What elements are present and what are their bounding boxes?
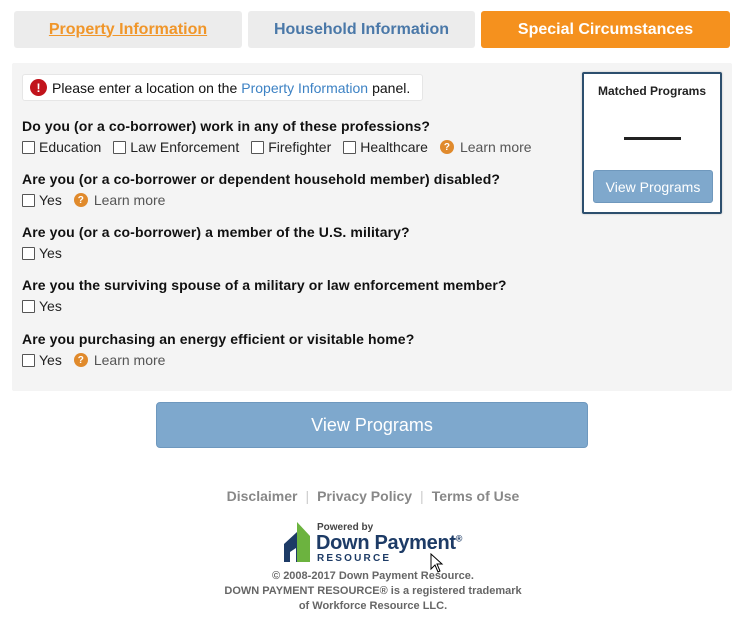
logo-subtitle: RESOURCE xyxy=(317,553,392,564)
copyright-line-3: of Workforce Resource LLC. xyxy=(298,600,448,612)
matched-programs-box xyxy=(582,72,722,214)
option-label: Healthcare xyxy=(360,139,428,155)
option-energy-efficient-yes[interactable] xyxy=(22,352,62,368)
option-label: Firefighter xyxy=(268,139,332,155)
learn-more-label: Learn more xyxy=(459,139,532,155)
mouse-pointer-icon xyxy=(430,553,444,573)
privacy-policy-link[interactable]: Privacy Policy xyxy=(317,488,413,504)
question-circle-icon: ? xyxy=(440,140,454,154)
link-separator: | xyxy=(420,488,424,504)
option-label: Yes xyxy=(39,298,62,314)
tab-bar xyxy=(14,11,730,48)
tab-special-circumstances[interactable]: Special Circumstances xyxy=(481,11,730,48)
learn-more-professions[interactable] xyxy=(440,139,532,155)
options-surviving-spouse xyxy=(22,298,74,314)
military-yes-checkbox[interactable] xyxy=(22,247,35,260)
learn-more-label: Learn more xyxy=(93,352,166,368)
option-law-enforcement[interactable] xyxy=(113,139,239,155)
disclaimer-link[interactable]: Disclaimer xyxy=(226,488,298,504)
logo-registered-mark: ® xyxy=(455,533,463,544)
matched-count-placeholder xyxy=(624,137,681,140)
options-energy-efficient xyxy=(22,352,165,368)
learn-more-label: Learn more xyxy=(93,192,166,208)
surviving-spouse-yes-checkbox[interactable] xyxy=(22,300,35,313)
logo-powered-by: Powered by xyxy=(317,522,374,533)
tab-property-information[interactable]: Property Information xyxy=(14,11,242,48)
question-energy-efficient: Are you purchasing an energy efficient or visitable home? xyxy=(22,331,415,347)
logo-name-text: Down Payment xyxy=(316,532,456,554)
option-label: Yes xyxy=(39,352,62,368)
option-surviving-spouse-yes[interactable] xyxy=(22,298,62,314)
option-label: Law Enforcement xyxy=(130,139,240,155)
alert-prefix: Please enter a location on the xyxy=(52,79,238,96)
options-military xyxy=(22,245,74,261)
disabled-yes-checkbox[interactable] xyxy=(22,194,35,207)
healthcare-checkbox[interactable] xyxy=(343,141,356,154)
question-professions: Do you (or a co-borrower) work in any of these professions? xyxy=(22,118,431,134)
learn-more-energy-efficient[interactable] xyxy=(74,352,166,368)
education-checkbox[interactable] xyxy=(22,141,35,154)
energy-efficient-yes-checkbox[interactable] xyxy=(22,354,35,367)
property-information-link[interactable]: Property Information xyxy=(241,79,369,96)
question-military: Are you (or a co-borrower) a member of the U.S. military? xyxy=(22,224,410,240)
matched-programs-title: Matched Programs xyxy=(597,84,707,98)
option-firefighter[interactable] xyxy=(251,139,331,155)
question-circle-icon: ? xyxy=(74,193,88,207)
question-circle-icon: ? xyxy=(74,353,88,367)
terms-of-use-link[interactable]: Terms of Use xyxy=(431,488,520,504)
view-programs-button[interactable]: View Programs xyxy=(156,402,588,448)
question-surviving-spouse: Are you the surviving spouse of a military or law enforcement member? xyxy=(22,277,507,293)
footer-links xyxy=(0,488,746,504)
options-professions xyxy=(22,139,532,155)
option-education[interactable] xyxy=(22,139,101,155)
alert-suffix: panel. xyxy=(372,79,411,96)
options-disabled xyxy=(22,192,165,208)
option-healthcare[interactable] xyxy=(343,139,428,155)
option-label: Yes xyxy=(39,245,62,261)
exclamation-circle-icon: ! xyxy=(30,79,47,96)
link-separator: | xyxy=(305,488,310,504)
house-logo-icon xyxy=(282,522,312,562)
law-enforcement-checkbox[interactable] xyxy=(113,141,126,154)
option-label: Education xyxy=(39,139,102,155)
view-programs-button-small[interactable]: View Programs xyxy=(593,170,713,203)
option-military-yes[interactable] xyxy=(22,245,62,261)
option-label: Yes xyxy=(39,192,62,208)
firefighter-checkbox[interactable] xyxy=(251,141,264,154)
option-disabled-yes[interactable] xyxy=(22,192,62,208)
question-disabled: Are you (or a co-borrower or dependent household member) disabled? xyxy=(22,171,500,187)
location-alert xyxy=(22,74,423,101)
copyright-line-2: DOWN PAYMENT RESOURCE® is a registered trademark xyxy=(224,585,522,597)
logo-name xyxy=(316,532,462,555)
tab-household-information[interactable]: Household Information xyxy=(248,11,475,48)
copyright-line-1: © 2008-2017 Down Payment Resource. xyxy=(272,570,474,582)
learn-more-disabled[interactable] xyxy=(74,192,166,208)
